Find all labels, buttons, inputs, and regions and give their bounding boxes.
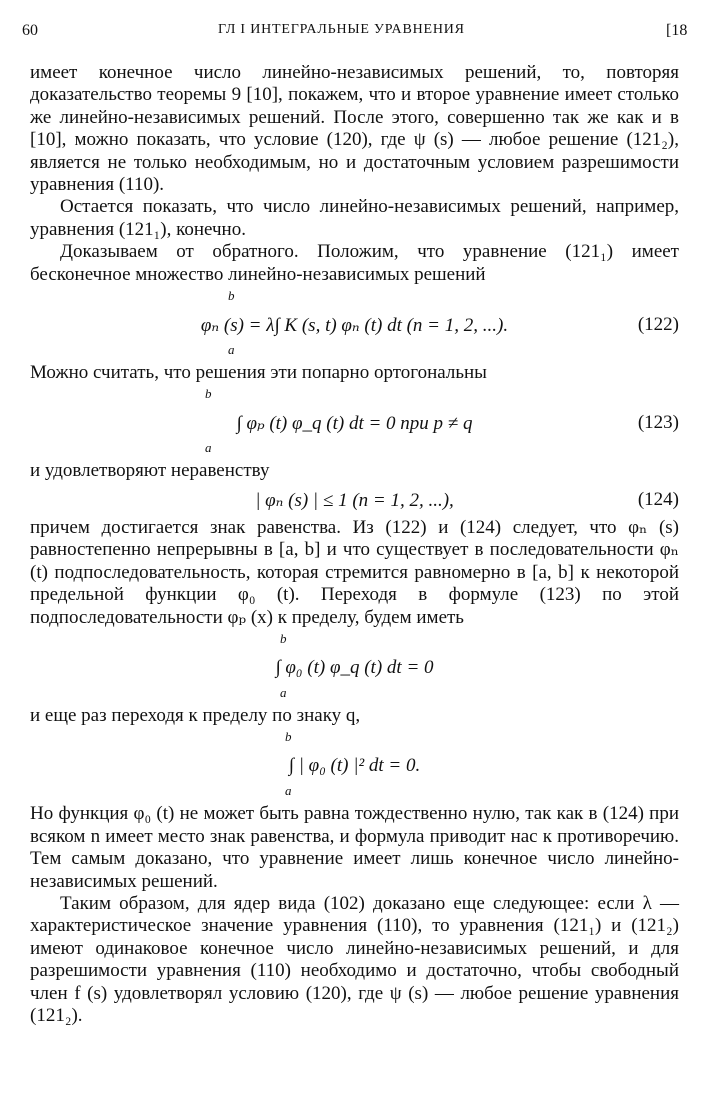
paragraph-4: Можно считать, что решения эти попарно ортогональны	[30, 362, 487, 384]
eq123-body: ∫ φₚ (t) φ_q (t) dt = 0 при p ≠ q	[236, 413, 473, 435]
eq124-body: | φₙ (s) | ≤ 1 (n = 1, 2, ...),	[255, 489, 454, 511]
eq-limit-1-upper: b	[280, 630, 287, 646]
paragraph-6: причем достигается знак равенства. Из (122) и (124) следует, что φₙ (s) равностепенно непрерывны в [a, b] и что существует в последовательности φₙ (t) подпоследовательность, которая стремится равномерно в [a, b] к некоторой предельной функции φ₀ (t). Переходя в формуле (123) по этой подпоследовательности φₚ (x) к пределу, будем иметь	[30, 516, 679, 628]
paragraph-2: Остается показать, что число линейно-независимых решений, например, уравнения (121₁), конечно.	[30, 196, 679, 240]
page-body	[30, 62, 679, 1027]
chapter-title: ГЛ I ИНТЕГРАЛЬНЫЕ УРАВНЕНИЯ	[218, 22, 465, 37]
eq-limit-2-body: ∫ | φ₀ (t) |² dt = 0.	[288, 755, 421, 777]
eq123-number: (123)	[637, 412, 679, 434]
eq124-number: (124)	[637, 488, 679, 510]
paragraph-8: Но функция φ₀ (t) не может быть равна тождественно нулю, так как в (124) при всяком n имеет место знак равенства, и формула приводит нас к противоречию. Тем самым доказано, что уравнение имеет лишь конечное число линейно-независимых решений.	[30, 803, 679, 892]
paragraph-3: Доказываем от обратного. Положим, что уравнение (121₁) имеет бесконечное множество линейно-независимых решений	[30, 241, 679, 285]
paragraph-9: Таким образом, для ядер вида (102) доказано еще следующее: если λ — характеристическое значение уравнения (110), то уравнения (121₁) и (121₂) имеют одинаковое конечное число линейно-независимых решений, и для разрешимости уравнения (110) необходимо и достаточно, чтобы свободный член f (s) удовлетворял условию (120), где ψ (s) — любое решение уравнения (121₂).	[30, 892, 679, 1026]
paragraph-1: имеет конечное число линейно-независимых решений, то, повторяя доказательство теоремы 9 [10], покажем, что и второе уравнение имеет столько же линейно-независимых решений. После этого, совершенно так же как и в [10], можно показать, что условие (120), где ψ (s) — любое решение (121₂), является не только необходимым, но и достаточным условием разрешимости уравнения (110).	[30, 62, 679, 196]
eq122-number: (122)	[637, 314, 679, 336]
eq123-lower-limit: a	[205, 440, 212, 456]
eq122-upper-limit: b	[228, 288, 235, 304]
eq-limit-2-lower: a	[285, 783, 292, 799]
equation-123	[30, 384, 679, 460]
page-number: 60	[22, 22, 38, 39]
section-number: [18	[666, 22, 688, 39]
eq-limit-1-body: ∫ φ₀ (t) φ_q (t) dt = 0	[275, 656, 434, 678]
paragraph-5: и удовлетворяют неравенству	[30, 460, 270, 482]
paragraph-7: и еще раз переходя к пределу по знаку q,	[30, 704, 361, 726]
eq-limit-2-upper: b	[285, 729, 292, 745]
equation-limit-1	[30, 629, 679, 705]
eq-limit-1-lower: a	[280, 684, 287, 700]
eq122-body: φₙ (s) = λ∫ K (s, t) φₙ (t) dt (n = 1, 2, ...).	[200, 315, 509, 337]
equation-limit-2	[30, 727, 679, 803]
eq122-lower-limit: a	[228, 342, 235, 358]
equation-122	[30, 286, 679, 362]
eq123-upper-limit: b	[205, 386, 212, 402]
equation-124	[30, 483, 679, 517]
